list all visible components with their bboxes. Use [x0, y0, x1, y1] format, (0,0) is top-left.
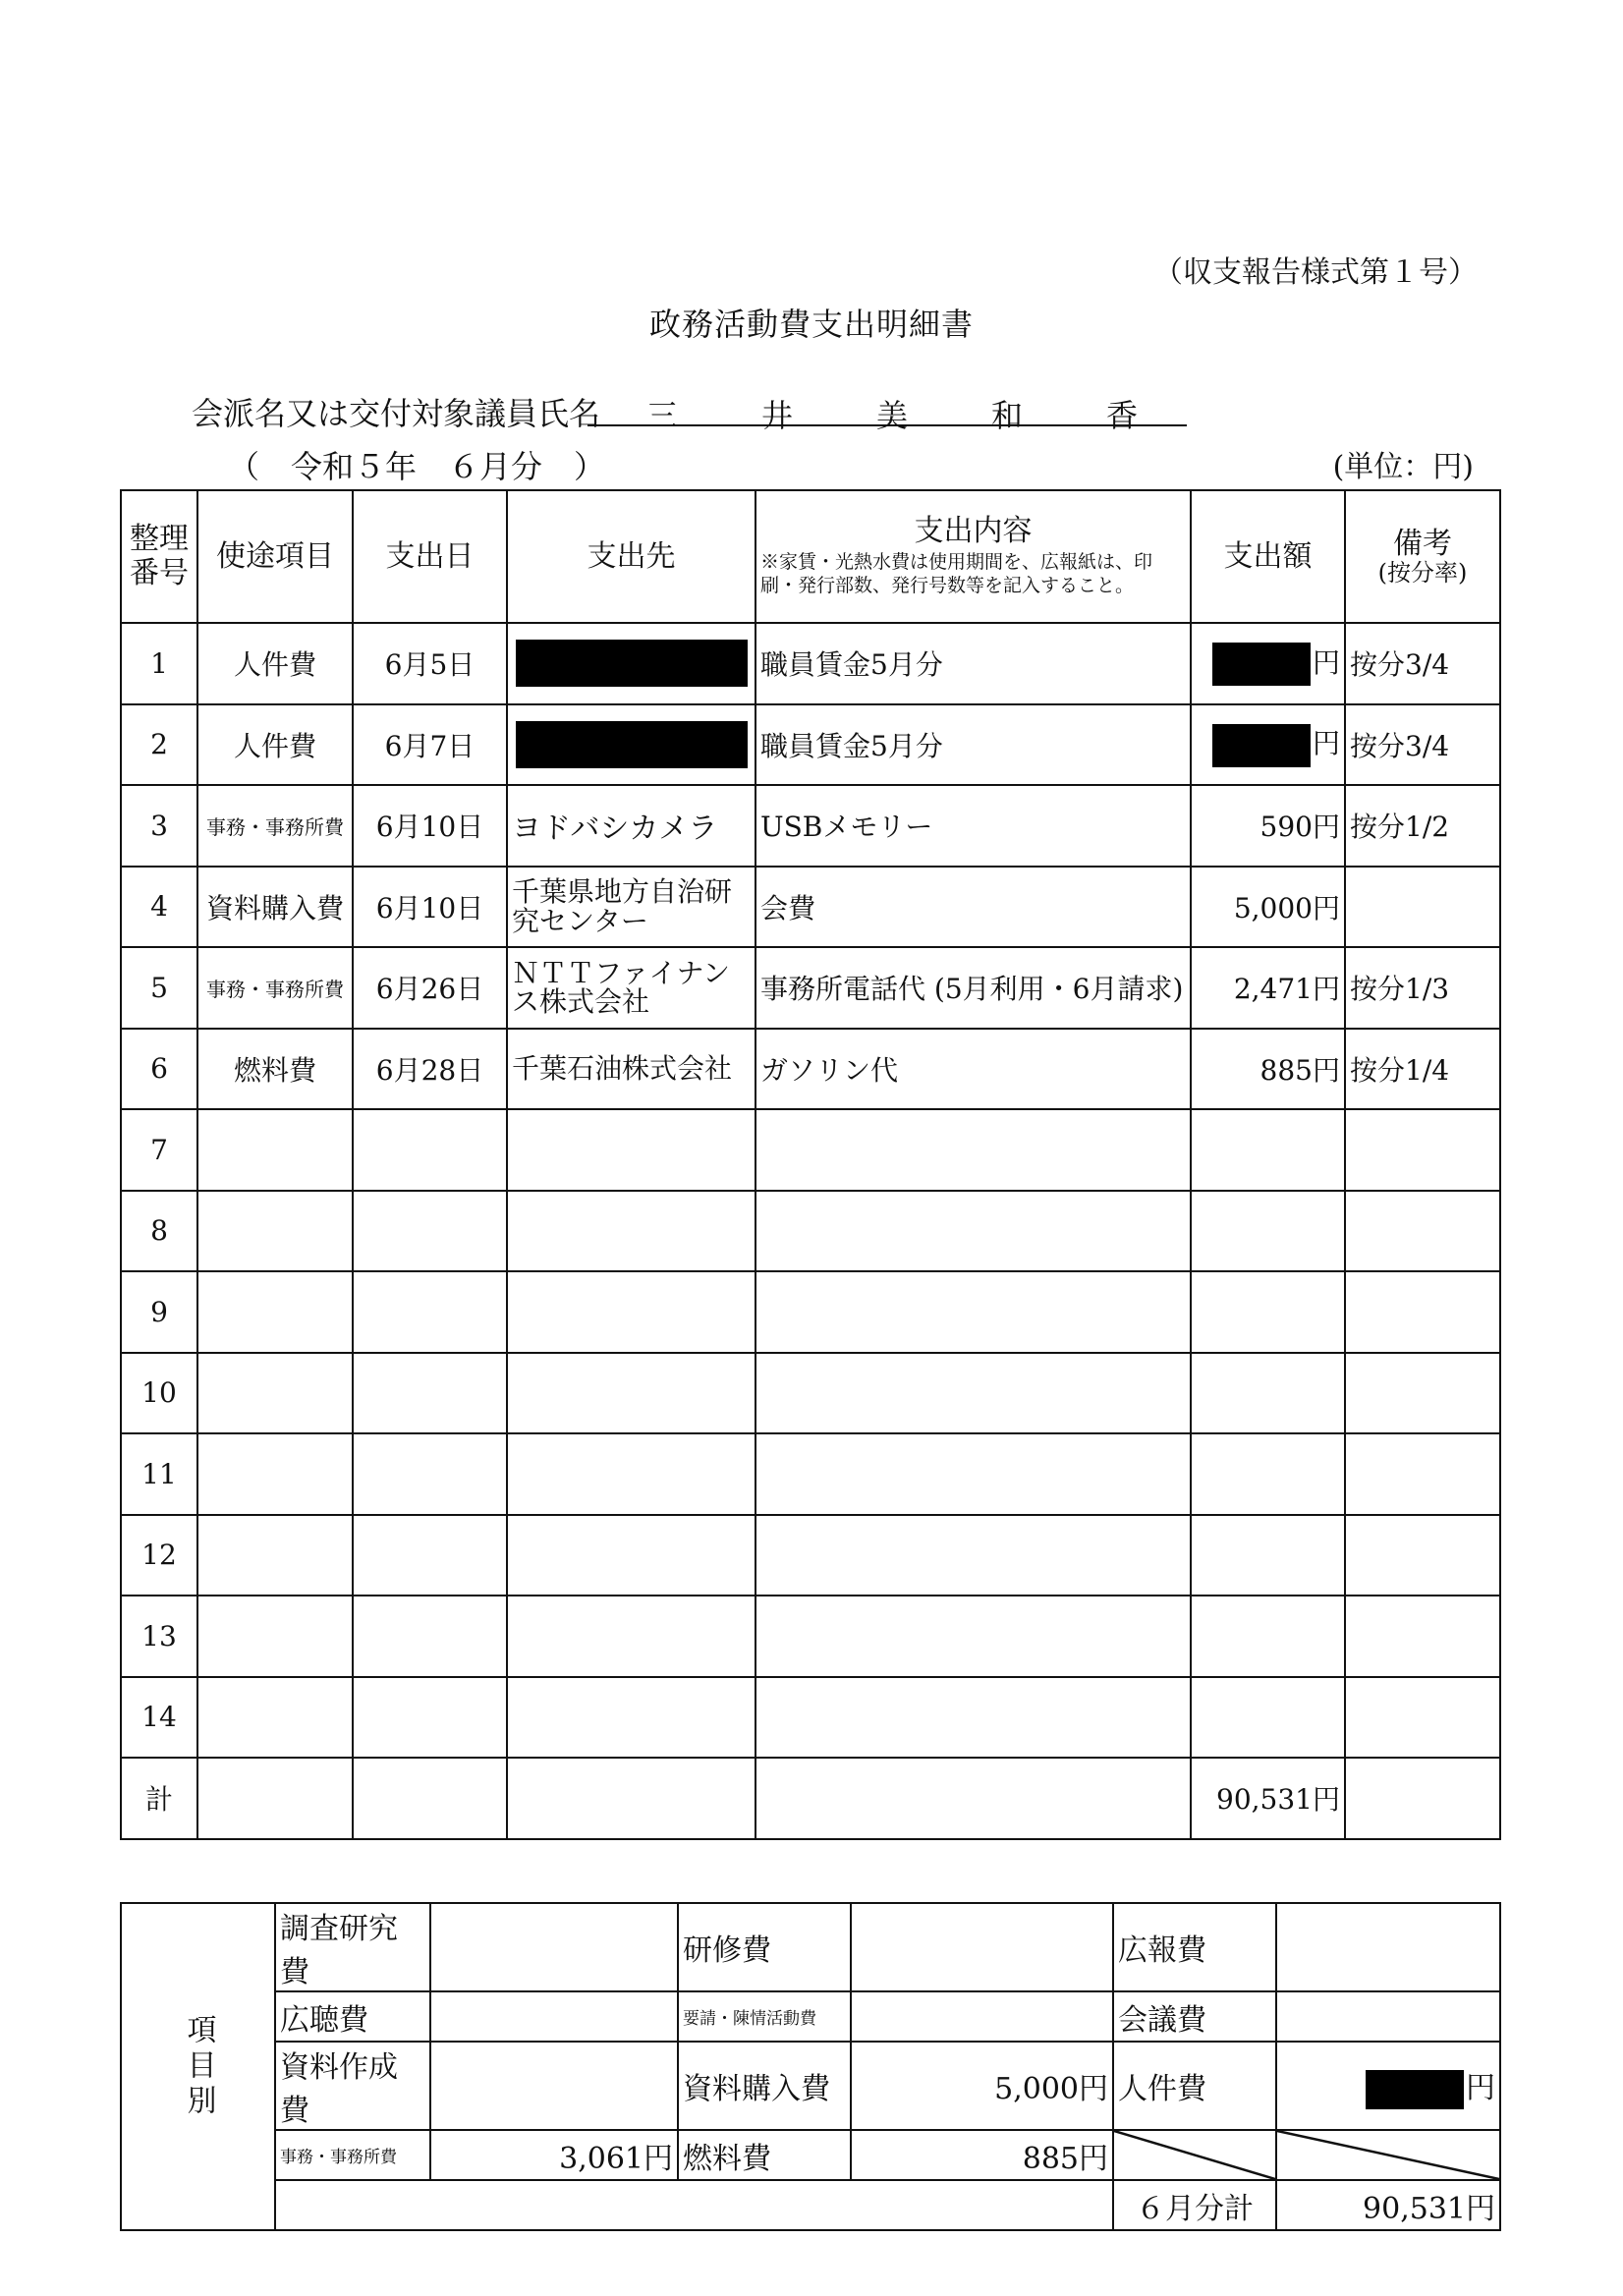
table-row	[121, 1109, 1500, 1191]
content-note: ※家賃・光熱水費は使用期間を、広報紙は、印刷・発行部数、発行号数等を記入すること。	[760, 551, 1153, 596]
amount-unit: 円	[1466, 2070, 1495, 2105]
member-name-char: 香	[1105, 397, 1138, 434]
row-remarks: 按分1/3	[1345, 947, 1500, 1029]
row-amount: 885円	[1191, 1029, 1345, 1110]
summary-personnel-amount	[1276, 2042, 1500, 2130]
row-content: 事務所電話代 (5月利用・6月請求)	[756, 947, 1191, 1029]
document-title: 政務活動費支出明細書	[648, 306, 974, 343]
form-number: （収支報告様式第１号）	[1153, 255, 1478, 290]
row-no: 7	[121, 1109, 197, 1191]
row-payee-redacted	[507, 704, 756, 786]
total-label: 計	[121, 1758, 197, 1839]
member-name-char: 美	[875, 397, 908, 434]
remarks-sub: (按分率)	[1377, 558, 1468, 587]
row-date: 6月5日	[353, 623, 507, 704]
col-amount: 支出額	[1191, 490, 1345, 623]
table-row	[121, 1353, 1500, 1434]
amount-unit: 円	[1312, 727, 1340, 759]
row-payee: 千葉県地方自治研究センター	[507, 867, 756, 948]
row-payee: ヨドバシカメラ	[507, 785, 756, 867]
total-amount: 90,531円	[1191, 1758, 1345, 1839]
summary-label: 項目別	[121, 1903, 275, 2230]
summary-materials-purchase-label: 資料購入費	[678, 2042, 851, 2130]
summary-hearing-label: 広聴費	[275, 1991, 430, 2042]
col-category: 使途項目	[197, 490, 353, 623]
content-title: 支出内容	[914, 514, 1033, 549]
row-amount	[1191, 623, 1345, 704]
row-date: 6月26日	[353, 947, 507, 1029]
row-date: 6月28日	[353, 1029, 507, 1110]
summary-materials-purchase-amount: 5,000円	[851, 2042, 1113, 2130]
summary-fuel-amount: 885円	[851, 2130, 1113, 2180]
row-no: 10	[121, 1353, 197, 1434]
summary-meeting-label: 会議費	[1113, 1991, 1276, 2042]
row-category: 事務・事務所費	[197, 785, 353, 867]
row-amount: 590円	[1191, 785, 1345, 867]
amount-unit: 円	[1312, 645, 1340, 679]
table-row	[121, 867, 1500, 948]
row-remarks	[1345, 867, 1500, 948]
row-date: 6月10日	[353, 785, 507, 867]
remarks-title: 備考	[1393, 526, 1452, 561]
member-name-char: 三	[646, 397, 679, 434]
row-amount: 2,471円	[1191, 947, 1345, 1029]
table-row	[121, 1596, 1500, 1677]
row-remarks: 按分3/4	[1345, 623, 1500, 704]
row-no: 14	[121, 1677, 197, 1759]
table-row	[121, 947, 1500, 1029]
row-date: 6月7日	[353, 704, 507, 786]
summary-table	[120, 1902, 1501, 2231]
row-amount	[1191, 704, 1345, 786]
row-date: 6月10日	[353, 867, 507, 948]
month-total-amount: 90,531円	[1276, 2180, 1500, 2230]
table-row	[121, 1191, 1500, 1272]
summary-personnel-label: 人件費	[1113, 2042, 1276, 2130]
redaction-block	[1212, 643, 1311, 686]
table-row	[121, 785, 1500, 867]
month-total-label: ６月分計	[1113, 2180, 1276, 2230]
total-row	[121, 1758, 1500, 1839]
summary-office-amount: 3,061円	[430, 2130, 678, 2180]
row-content: 職員賃金5月分	[756, 704, 1191, 786]
row-no: 6	[121, 1029, 197, 1110]
name-label: 会派名又は交付対象議員氏名	[192, 395, 601, 432]
col-payee: 支出先	[507, 490, 756, 623]
row-no: 5	[121, 947, 197, 1029]
col-no: 整理番号	[121, 490, 197, 623]
row-remarks: 按分1/2	[1345, 785, 1500, 867]
redaction-block	[1366, 2070, 1464, 2109]
unit-label: (単位：円)	[1332, 450, 1474, 484]
row-no: 2	[121, 704, 197, 786]
summary-training-label: 研修費	[678, 1903, 851, 1991]
summary-research-label: 調査研究費	[275, 1903, 430, 1991]
row-category: 人件費	[197, 704, 353, 786]
summary-publicity-label: 広報費	[1113, 1903, 1276, 1991]
row-content: 会費	[756, 867, 1191, 948]
table-row	[121, 623, 1500, 704]
blank-diagonal-cell	[1113, 2130, 1276, 2180]
row-content: 職員賃金5月分	[756, 623, 1191, 704]
row-content: ガソリン代	[756, 1029, 1191, 1110]
row-category: 事務・事務所費	[197, 947, 353, 1029]
col-date: 支出日	[353, 490, 507, 623]
row-remarks: 按分3/4	[1345, 704, 1500, 786]
row-no: 12	[121, 1515, 197, 1596]
period: （ 令和５年 ６月分 ）	[228, 448, 606, 485]
table-row	[121, 1029, 1500, 1110]
row-payee-redacted	[507, 623, 756, 704]
table-header	[121, 490, 1500, 623]
member-name-char: 和	[990, 397, 1023, 434]
summary-petition-label: 要請・陳情活動費	[678, 1991, 851, 2042]
row-no: 13	[121, 1596, 197, 1677]
table-row	[121, 1515, 1500, 1596]
member-name	[588, 391, 1187, 434]
redaction-block	[1212, 724, 1311, 767]
row-no: 9	[121, 1271, 197, 1353]
row-payee: 千葉石油株式会社	[507, 1029, 756, 1110]
row-payee: ＮＴＴファイナンス株式会社	[507, 947, 756, 1029]
summary-office-label: 事務・事務所費	[275, 2130, 430, 2180]
row-no: 1	[121, 623, 197, 704]
redaction-block	[516, 721, 748, 768]
row-no: 11	[121, 1433, 197, 1515]
col-content	[756, 490, 1191, 623]
row-no: 3	[121, 785, 197, 867]
blank-diagonal-cell	[1276, 2130, 1500, 2180]
row-category: 人件費	[197, 623, 353, 704]
row-category: 資料購入費	[197, 867, 353, 948]
redaction-block	[516, 640, 748, 687]
summary-fuel-label: 燃料費	[678, 2130, 851, 2180]
summary-materials-creation-label: 資料作成費	[275, 2042, 430, 2130]
table-row	[121, 1433, 1500, 1515]
member-name-char: 井	[760, 397, 793, 434]
table-row	[121, 1271, 1500, 1353]
row-remarks: 按分1/4	[1345, 1029, 1500, 1110]
row-category: 燃料費	[197, 1029, 353, 1110]
row-no: 4	[121, 867, 197, 948]
row-content: USBメモリー	[756, 785, 1191, 867]
row-amount: 5,000円	[1191, 867, 1345, 948]
col-remarks	[1345, 490, 1500, 623]
table-row	[121, 704, 1500, 786]
expense-table	[120, 489, 1501, 1840]
table-row	[121, 1677, 1500, 1759]
row-no: 8	[121, 1191, 197, 1272]
